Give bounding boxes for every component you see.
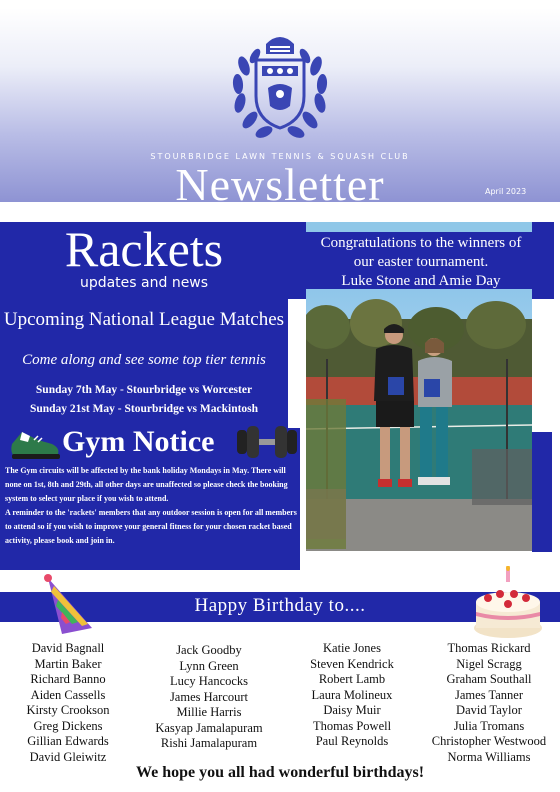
party-hat-icon xyxy=(40,572,96,638)
birthday-closing: We hope you all had wonderful birthdays! xyxy=(135,764,425,781)
birthday-name: Kasyap Jamalapuram xyxy=(155,720,263,735)
birthday-name: Nigel Scragg xyxy=(456,656,522,671)
birthday-name: Martin Baker xyxy=(34,656,102,671)
match-item: Sunday 21st May - Stourbridge vs Mackintosh xyxy=(29,403,259,415)
birthday-name: David Bagnall xyxy=(31,641,105,655)
gym-notice-title: Gym Notice xyxy=(62,425,215,458)
birthday-name: Laura Molineux xyxy=(311,687,393,702)
birthday-name: Graham Southall xyxy=(446,672,532,686)
newsletter-title: Newsletter xyxy=(175,159,385,210)
club-crest-icon xyxy=(224,26,336,144)
winners-photo xyxy=(306,289,532,551)
sky-strip xyxy=(306,222,532,232)
birthday-name: James Harcourt xyxy=(169,689,249,704)
birthday-name: Norma Williams xyxy=(447,749,531,764)
birthday-name: Aiden Cassells xyxy=(30,687,106,702)
rackets-title: Rackets xyxy=(64,221,224,277)
birthday-name: Thomas Powell xyxy=(312,718,392,733)
birthday-name: David Taylor xyxy=(456,703,522,717)
birthday-names-column xyxy=(138,643,280,752)
rackets-subtitle: updates and news xyxy=(79,275,209,291)
birthday-name: Steven Kendrick xyxy=(310,656,394,671)
sneaker-icon xyxy=(8,418,62,464)
birthday-name: Paul Reynolds xyxy=(315,734,389,748)
birthday-name: Thomas Rickard xyxy=(447,641,531,655)
gym-paragraph: A reminder to the 'rackets' members that any outdoor session is open for all members to attend so if you wish to improve your general fitness for your chosen racket based activity, please book and join in. xyxy=(5,508,297,545)
birthday-name: Daisy Muir xyxy=(323,703,381,717)
dumbbell-icon xyxy=(233,420,301,464)
gym-notice-body xyxy=(5,464,303,548)
birthday-title: Happy Birthday to.... xyxy=(194,595,366,616)
congrats-text xyxy=(288,234,554,291)
birthday-name: Julia Tromans xyxy=(453,718,525,733)
birthday-name: Lucy Hancocks xyxy=(169,674,249,688)
birthday-name: Kirsty Crookson xyxy=(26,703,110,717)
birthday-name: Millie Harris xyxy=(176,705,242,719)
birthday-names-column xyxy=(14,641,122,765)
birthday-name: Rishi Jamalapuram xyxy=(160,736,258,750)
birthday-name: Christopher Westwood xyxy=(431,734,547,748)
birthday-names-column xyxy=(296,641,408,750)
birthday-name: Richard Banno xyxy=(30,672,106,686)
league-subtitle: Come along and see some top tier tennis xyxy=(22,352,266,368)
birthday-name: Jack Goodby xyxy=(176,643,242,657)
congrats-line: our easter tournament. xyxy=(353,254,489,270)
birthday-name: Robert Lamb xyxy=(318,672,386,686)
congrats-line: Luke Stone and Amie Day xyxy=(341,273,501,289)
congrats-line: Congratulations to the winners of xyxy=(320,235,522,251)
issue-date: April 2023 xyxy=(485,187,527,196)
birthday-name: Gillian Edwards xyxy=(27,734,109,748)
newsletter-header xyxy=(0,8,560,210)
birthday-name: David Gleiwitz xyxy=(29,749,107,764)
club-name: STOURBRIDGE LAWN TENNIS & SQUASH CLUB xyxy=(150,152,410,161)
birthday-name: Lynn Green xyxy=(179,658,239,673)
birthday-name: Greg Dickens xyxy=(33,718,103,733)
league-title: Upcoming National League Matches xyxy=(3,309,285,330)
gym-panel-edge xyxy=(532,432,552,552)
gym-paragraph: The Gym circuits will be affected by the bank holiday Mondays in May. There will none on 1st, 8th and 29th, all other days are unaffected so please check the booking system to select your place if you wish to attend. xyxy=(5,466,288,503)
match-item: Sunday 7th May - Stourbridge vs Worcester xyxy=(35,384,253,396)
birthday-name: Katie Jones xyxy=(323,641,381,655)
birthday-name: James Tanner xyxy=(455,687,523,702)
birthday-names-column xyxy=(416,641,560,765)
birthday-cake-icon xyxy=(470,566,546,642)
